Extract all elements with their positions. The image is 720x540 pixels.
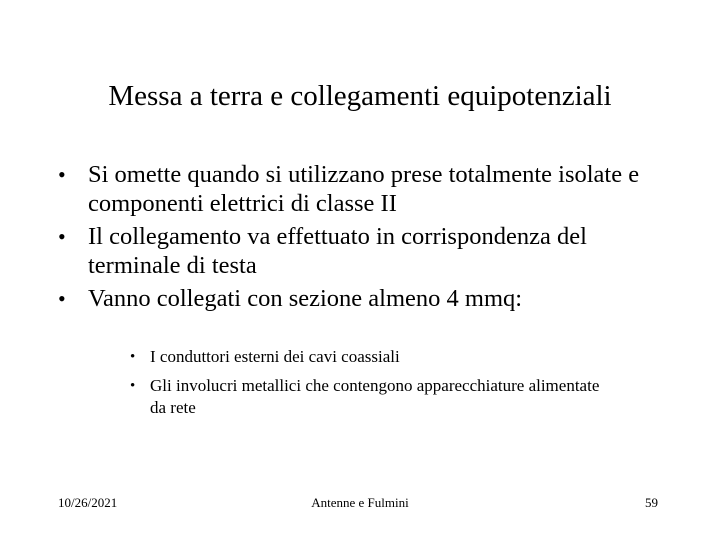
bullet-list [58, 160, 678, 317]
bullet-dot-icon: • [58, 224, 66, 249]
footer-date: 10/26/2021 [58, 495, 118, 510]
bullet-item [58, 222, 678, 280]
footer-title: Antenne e Fulmini [311, 495, 409, 510]
sub-bullet-dot-icon: • [130, 378, 136, 394]
bullet-dot-icon: • [58, 162, 66, 187]
sub-bullet-item [130, 375, 610, 419]
bullet-text: Vanno collegati con sezione almeno 4 mmq: [88, 285, 523, 312]
bullet-text: Il collegamento va effettuato in corrispondenza del terminale di testa [88, 223, 587, 279]
sub-bullet-text: I conduttori esterni dei cavi coassiali [150, 347, 400, 366]
slide-title: Messa a terra e collegamenti equipotenziali [108, 80, 612, 112]
sub-bullet-item [130, 346, 610, 368]
page-number: 59 [645, 495, 658, 510]
bullet-dot-icon: • [58, 286, 66, 311]
bullet-item [58, 160, 678, 218]
bullet-item [58, 284, 678, 313]
sub-bullet-list [130, 346, 610, 426]
sub-bullet-text: Gli involucri metallici che contengono apparecchiature alimentate da rete [150, 376, 600, 417]
bullet-text: Si omette quando si utilizzano prese totalmente isolate e componenti elettrici di classe II [88, 161, 640, 217]
sub-bullet-dot-icon: • [130, 349, 136, 365]
